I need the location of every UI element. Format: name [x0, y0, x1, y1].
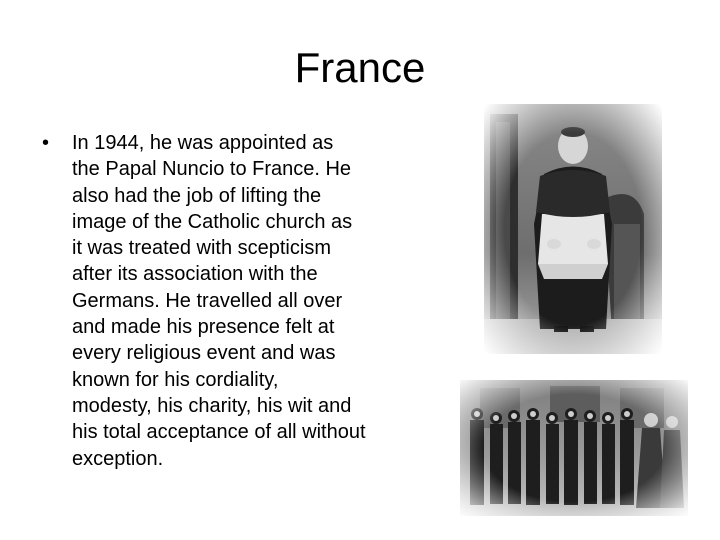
- bullet-list: [42, 130, 442, 472]
- bullet-text-line: it was treated with scepticism: [72, 237, 331, 260]
- bullet-text-line: Germans. He travelled all over: [72, 289, 343, 312]
- bullet-text-line: his total acceptance of all without: [72, 421, 366, 444]
- group-gathering-photo: [460, 380, 688, 516]
- bullet-text-line: the Papal Nuncio to France. He: [72, 158, 352, 181]
- bullet-text-line: exception.: [72, 447, 164, 470]
- bullet-text-line: after its association with the: [72, 263, 318, 286]
- bullet-text-line: every religious event and was: [72, 342, 336, 365]
- bullet-text-line: also had the job of lifting the: [72, 184, 322, 207]
- bullet-text-line: modesty, his charity, his wit and: [72, 394, 352, 417]
- bullet-text-line: and made his presence felt at: [72, 316, 335, 339]
- bullet-text-line: image of the Catholic church as: [72, 210, 353, 233]
- bullet-item: [42, 130, 442, 472]
- bullet-marker: •: [42, 132, 50, 154]
- slide-title: France: [294, 44, 426, 91]
- bullet-text-line: known for his cordiality,: [72, 368, 279, 391]
- prelate-portrait-photo: [484, 104, 662, 354]
- bullet-text-line: In 1944, he was appointed as: [72, 132, 334, 154]
